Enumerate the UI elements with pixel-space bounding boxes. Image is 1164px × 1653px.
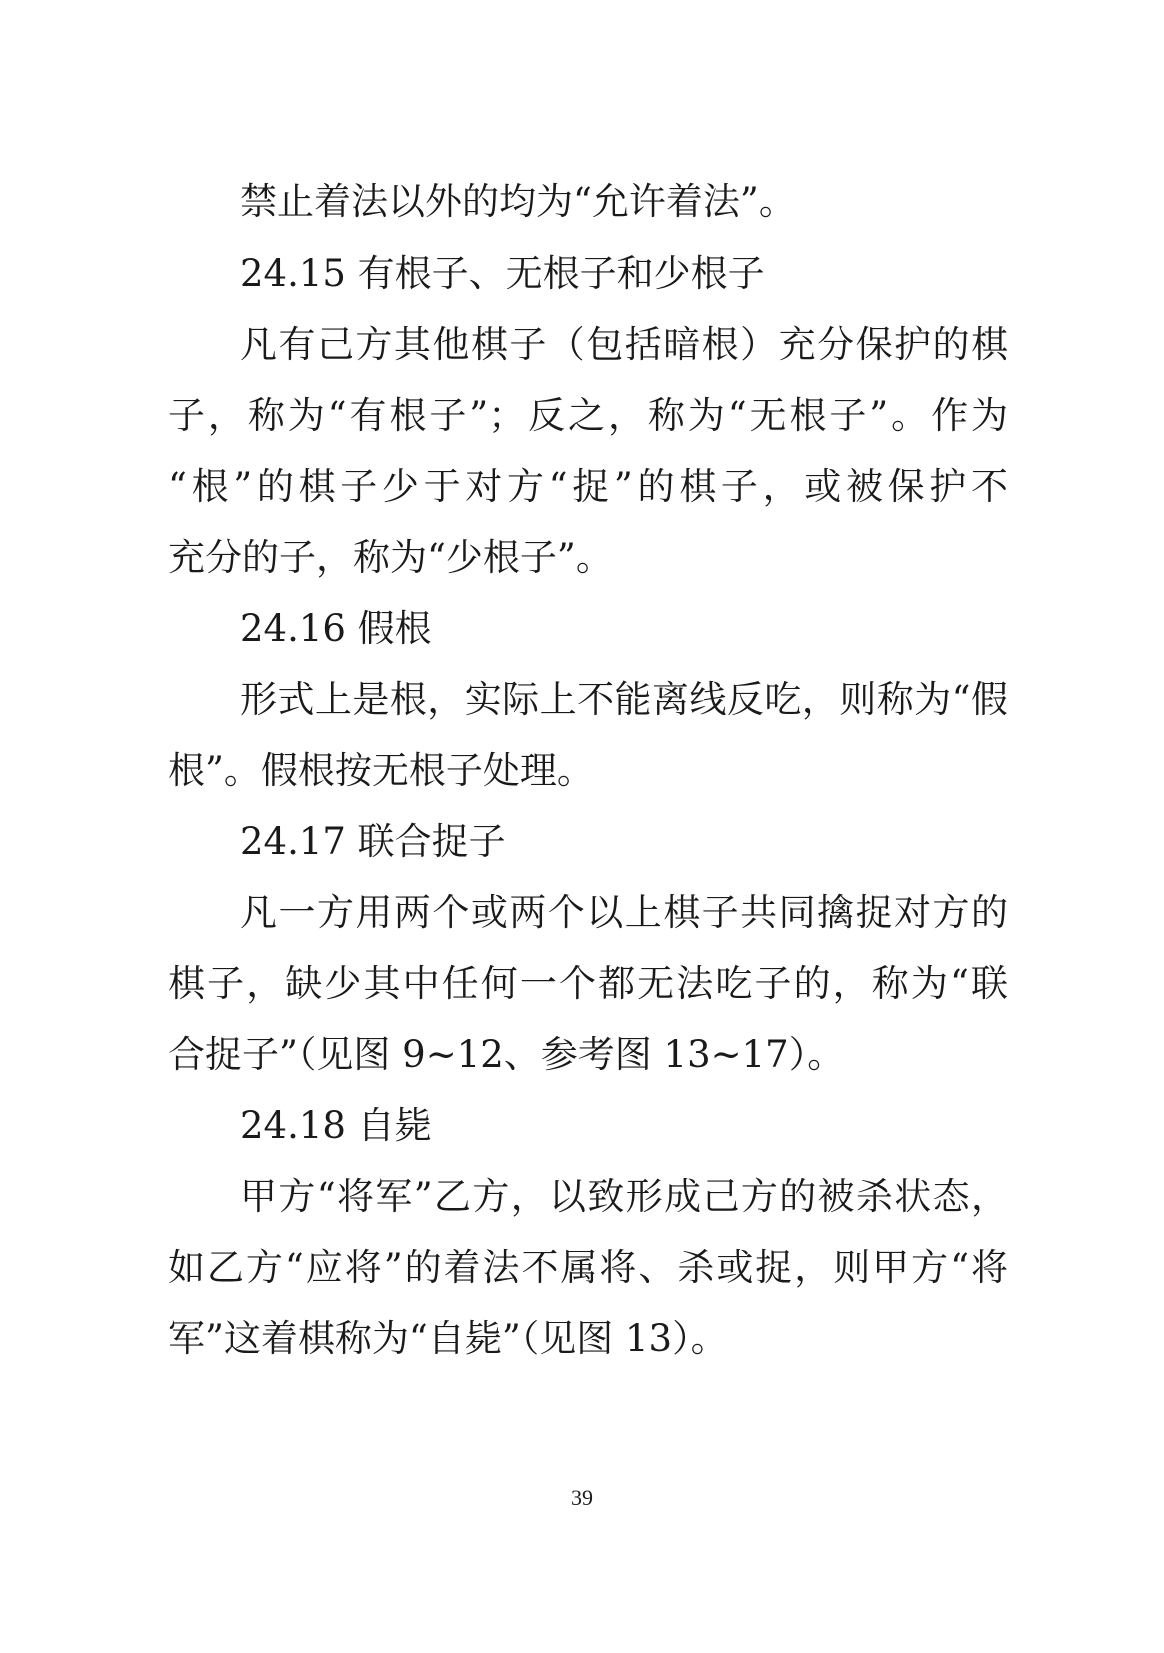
paragraph-line: 子，称为“有根子”；反之，称为“无根子”。作为 <box>168 394 1008 437</box>
paragraph-line: 形式上是根，实际上不能离线反吃，则称为“假 <box>240 678 1008 721</box>
paragraph-line: 充分的子，称为“少根子”。 <box>168 536 613 579</box>
paragraph-line: 凡一方用两个或两个以上棋子共同擒捉对方的 <box>240 891 1008 934</box>
paragraph-line: 棋子，缺少其中任何一个都无法吃子的，称为“联 <box>168 962 1008 1005</box>
section-heading-24-15: 24.15 有根子、无根子和少根子 <box>240 252 765 295</box>
section-heading-24-17: 24.17 联合捉子 <box>240 820 506 863</box>
section-heading-24-16: 24.16 假根 <box>240 607 432 650</box>
paragraph-line: 凡有己方其他棋子（包括暗根）充分保护的棋 <box>240 323 1008 366</box>
paragraph-line: 合捉子”（见图 9~12、参考图 13~17）。 <box>168 1033 845 1076</box>
paragraph-line: 如乙方“应将”的着法不属将、杀或捉，则甲方“将 <box>168 1246 1008 1289</box>
paragraph-line: 根”。假根按无根子处理。 <box>168 749 594 792</box>
paragraph-line: “根”的棋子少于对方“捉”的棋子，或被保护不 <box>168 465 1008 508</box>
paragraph-line: 甲方“将军”乙方，以致形成己方的被杀状态， <box>240 1175 1008 1218</box>
section-heading-24-18: 24.18 自毙 <box>240 1104 432 1147</box>
paragraph-line: 军”这着棋称为“自毙”（见图 13）。 <box>168 1317 728 1360</box>
page-number: 39 <box>571 1485 593 1510</box>
paragraph-line: 禁止着法以外的均为“允许着法”。 <box>240 180 796 223</box>
